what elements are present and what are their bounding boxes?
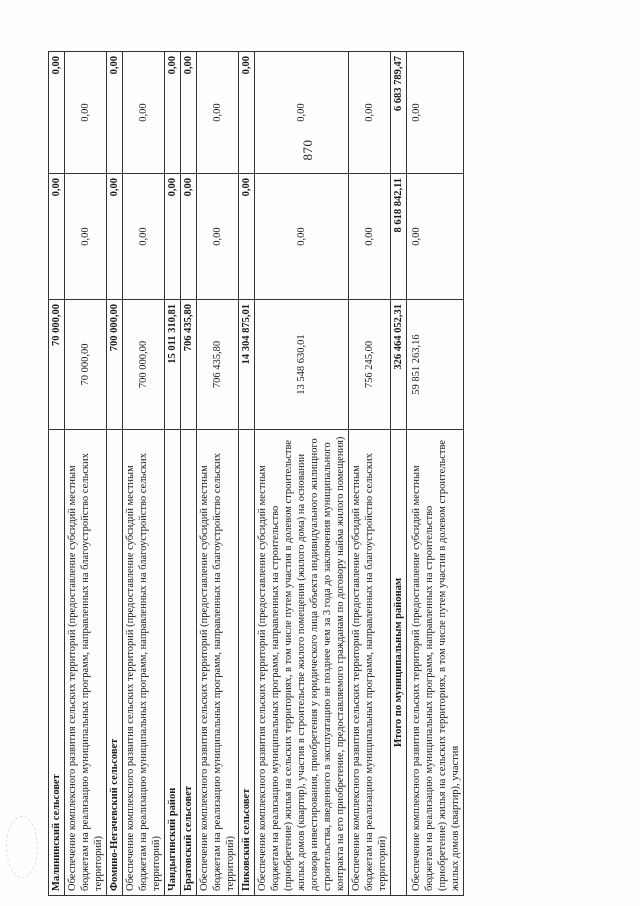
row-name: Обеспечение комплексного развития сельских территорий (предоставление субсидий местным бюджетам на реализацию муниципальных программ, направленных на благоустройство сельских территорий) [123,430,165,896]
value-2023: 0,00 [181,52,197,174]
table-row [165,52,181,896]
value-2021: 70 000,00 [49,300,65,430]
value-2023: 0,00 [239,52,255,174]
table-row [123,52,165,896]
scan-artifact [6,816,38,878]
row-name: Чандыгинский район [165,430,181,896]
value-2023: 0,00 [65,52,107,174]
value-2022: 0,00 [65,174,107,300]
value-2022: 0,00 [107,174,123,300]
value-2021: 59 851 263,16 [407,300,464,430]
row-name: Обеспечение комплексного развития сельских территорий (предоставление субсидий местным бюджетам на реализацию муниципальных программ, направленных на благоустройство сельских территорий) [65,430,107,896]
row-name: Обеспечение комплексного развития сельских территорий (предоставление субсидий местным бюджетам на реализацию муниципальных программ, направленных на строительство (приобретение) жилья на сельских территориях, в том числе путем участия в долевом строительстве жилых домов (квартир), участия в строительстве жилого помещения (жилого дома) на основании договора инвестирования, приобретения у юридического лица объекта индивидуального жилищного строительства, введенного в эксплуатацию не позднее чем за 3 года до заключения муниципального контракта на его приобретение, предоставляемого гражданам по договору найма жилого помещения) [255,430,349,896]
table-row [107,52,123,896]
table-row [181,52,197,896]
value-2022: 0,00 [197,174,239,300]
value-2022: 0,00 [349,174,391,300]
table-row [197,52,239,896]
value-2022: 0,00 [165,174,181,300]
value-2023: 0,00 [49,52,65,174]
value-2022: 0,00 [49,174,65,300]
table-row [239,52,255,896]
value-2021: 14 304 875,01 [239,300,255,430]
value-2021: 70 000,00 [65,300,107,430]
row-name: Братовский сельсовет [181,430,197,896]
value-2021: 706 435,80 [181,300,197,430]
total-row [391,52,407,896]
value-2022: 0,00 [123,174,165,300]
table-row [255,52,349,896]
value-2023: 0,00 [255,52,349,174]
value-2022: 0,00 [239,174,255,300]
row-name: Пиковский сельсовет [239,430,255,896]
value-2022: 0,00 [181,174,197,300]
value-2021: 700 000,00 [107,300,123,430]
row-name: Малининский сельсовет [49,430,65,896]
value-2023: 0,00 [107,52,123,174]
table-row [49,52,65,896]
value-2021: 706 435,80 [197,300,239,430]
value-2023: 0,00 [165,52,181,174]
table-row [349,52,391,896]
total-2022: 8 618 842,11 [391,174,407,300]
total-label: Итого по муниципальным районам [391,430,407,896]
row-name: Фомино-Негачевский сельсовет [107,430,123,896]
row-name: Обеспечение комплексного развития сельских территорий (предоставление субсидий местным бюджетам на реализацию муниципальных программ, направленных на благоустройство сельских территорий) [349,430,391,896]
value-2023: 0,00 [197,52,239,174]
value-2022: 0,00 [255,174,349,300]
budget-table [48,51,464,896]
table-row [65,52,107,896]
table-row-cut-off [407,52,464,896]
value-2021: 13 548 630,01 [255,300,349,430]
value-2021: 700 000,00 [123,300,165,430]
value-2023: 0,00 [349,52,391,174]
total-2021: 326 464 052,31 [391,300,407,430]
value-2023: 0,00 [407,52,464,174]
value-2022: 0,00 [407,174,464,300]
value-2021: 15 011 310,81 [165,300,181,430]
total-2023: 6 683 789,47 [391,52,407,174]
page-number: 870 [300,139,315,161]
row-name: Обеспечение комплексного развития сельских территорий (предоставление субсидий местным бюджетам на реализацию муниципальных программ, направленных на благоустройство сельских территорий) [197,430,239,896]
row-name: Обеспечение комплексного развития сельских территорий (предоставление субсидий местным бюджетам на реализацию муниципальных программ, направленных на строительство (приобретение) жилья на сельских территориях, в том числе путем участия в долевом строительстве жилых домов (квартир), участия [407,430,464,896]
value-2021: 756 245,00 [349,300,391,430]
value-2023: 0,00 [123,52,165,174]
